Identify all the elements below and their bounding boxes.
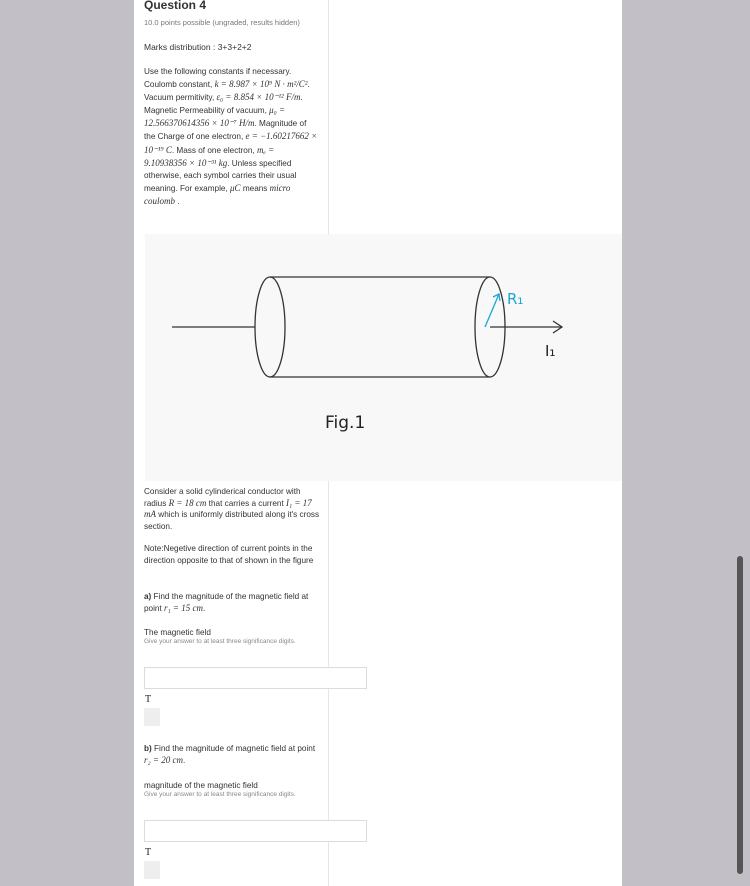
constants-end: . [175,196,180,206]
usual-meaning-text: . Unless specified otherwise, each symbol carries their usual meaning. For example, [144,158,297,193]
part-b-end: . [182,755,186,765]
problem-text-2: that carries a current [206,498,287,508]
current-value: I₁ = 17 mA [144,497,312,520]
figure-caption: Fig.1 [325,413,366,433]
permittivity-value: ε₀ = 8.854 × 10⁻¹² F/m [216,92,301,103]
cylinder-figure [145,234,622,481]
part-a-unit-button[interactable] [144,708,160,726]
cylinder-diagram [145,234,622,481]
problem-statement [144,486,324,532]
part-b-head: b) [144,744,152,753]
radius-value: R = 18 cm [168,497,207,508]
part-a-unit: T [145,694,152,705]
column-divider [328,0,329,234]
direction-note: Note:Negetive direction of current points in the direction opposite to that of shown in the figure [144,544,314,565]
radius-label: R₁ [507,290,524,308]
part-b-point: r₂ = 20 cm [144,754,183,765]
constants-block [144,66,319,208]
part-a-point: r₁ = 15 cm [164,602,203,613]
problem-text-1: Consider a solid cylinderical conductor with radius [144,487,301,508]
scrollbar[interactable] [737,556,743,874]
marks-distribution: Marks distribution : 3+3+2+2 [144,42,252,52]
permittivity-label: . Vacuum permitivity, [144,80,310,103]
cylinder-back-face [255,277,285,377]
charge-label: . Magnitude of the Charge of one electron, [144,119,307,142]
question-page [134,0,622,886]
part-b-text: Find the magnitude of magnetic field at point [151,744,316,753]
points-info: 10.0 points possible (ungraded, results hidden) [144,18,300,27]
part-a-question [144,591,324,614]
part-a-text: Find the magnitude of the magnetic field at point [144,592,309,613]
means-text: means [240,183,270,193]
coulomb-constant: k = 8.987 × 10⁹ N · m²/C² [214,79,308,90]
part-a-answer-input[interactable] [144,667,367,689]
part-b-unit-button[interactable] [144,861,160,879]
electron-mass: mₑ = 9.10938356 × 10⁻³¹ kg [144,144,275,168]
mass-label: . Mass of one electron, [171,145,255,155]
current-label: I₁ [545,342,556,360]
permeability-value: μ₀ = 12.566370614356 × 10⁻⁷ H/m [144,105,286,129]
part-b-hint: Give your answer to at least three significance digits. [144,791,296,798]
part-a-hint: Give your answer to at least three significance digits. [144,638,296,645]
part-a-head: a) [144,592,152,601]
part-b-label: magnitude of the magnetic field [144,781,258,790]
constants-intro: Use the following constants if necessary. Coulomb constant, [144,67,292,90]
part-a-end: . [202,603,206,613]
part-b-answer-input[interactable] [144,820,367,842]
micro-coulomb-symbol: μC [230,182,241,193]
problem-text-3: which is uniformly distributed along it's cross section. [144,510,320,531]
part-b-unit: T [145,847,152,858]
permeability-label: . Magnetic Permeability of vacuum, [144,93,303,116]
micro-coulomb-text: micro coulomb [144,182,291,206]
electron-charge: e = −1.60217662 × 10⁻¹⁹ C [144,131,318,155]
part-b-question [144,743,324,766]
part-a-label: The magnetic field [144,628,211,637]
question-title: Question 4 [144,0,207,12]
